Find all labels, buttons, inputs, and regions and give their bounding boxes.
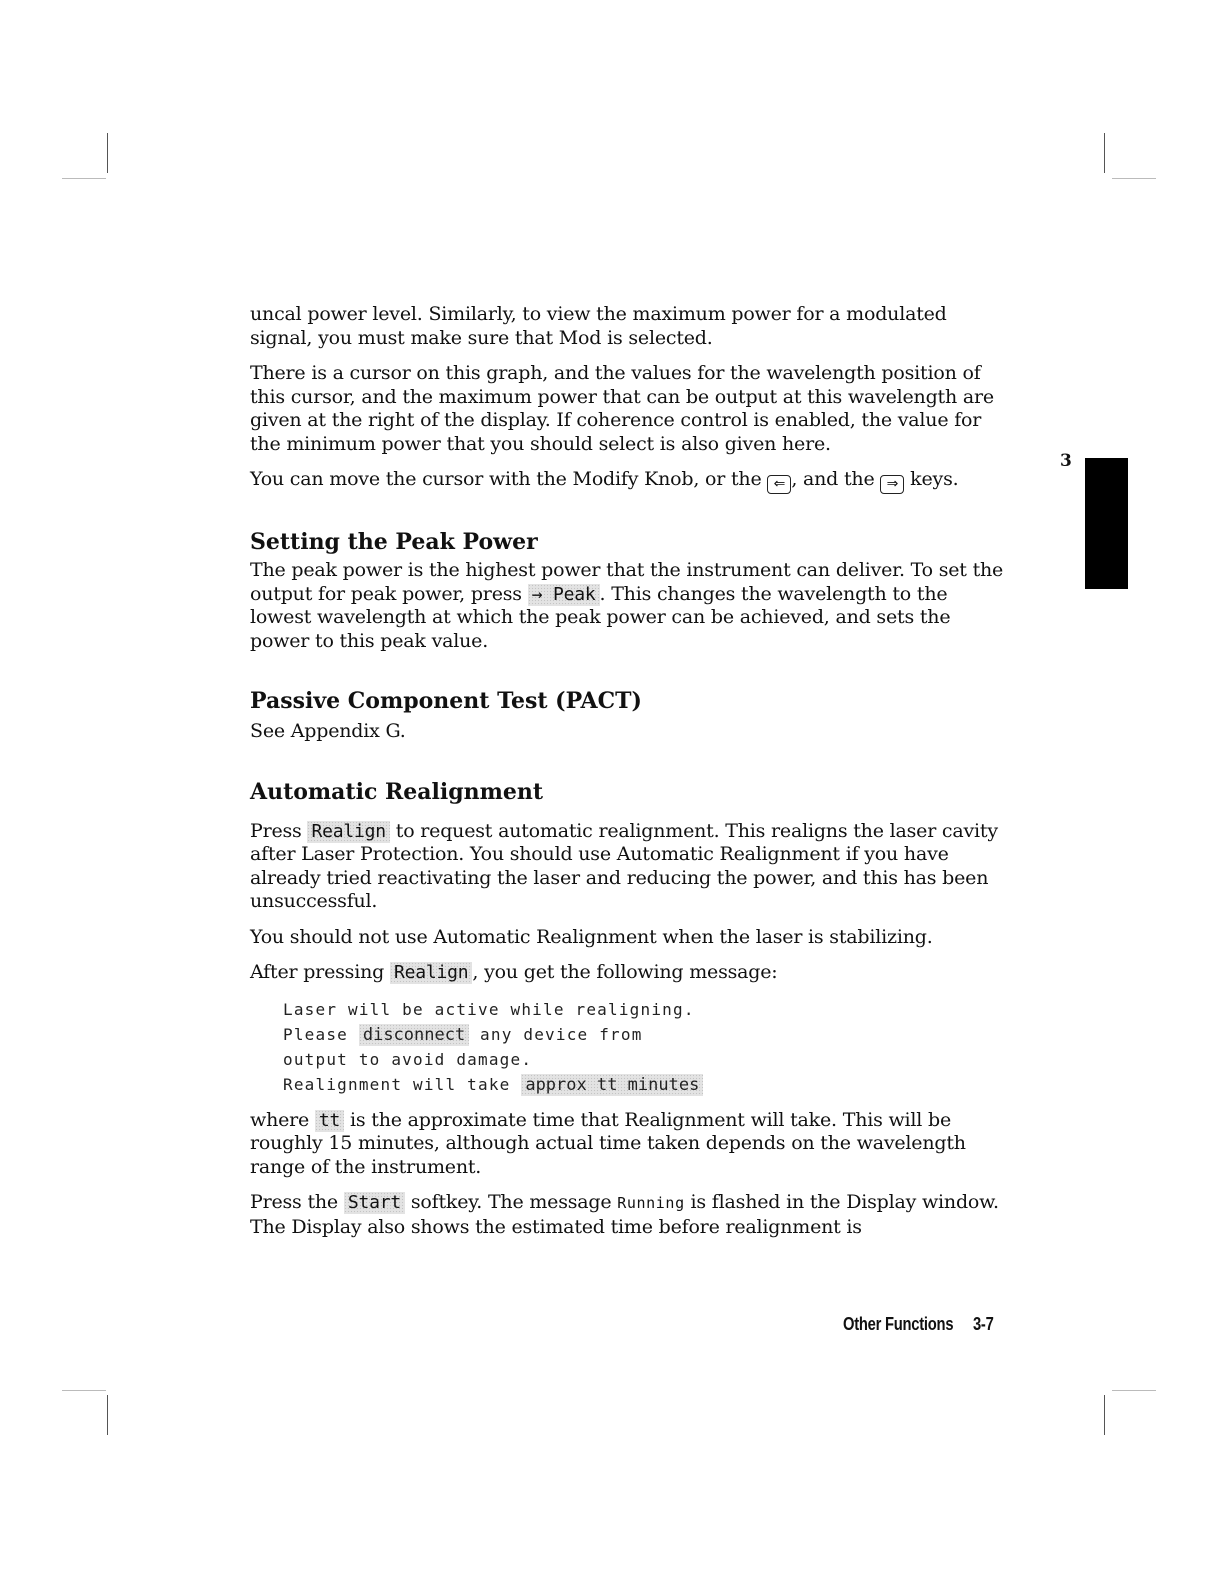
- message-line: Realignment will take approx tt minutes: [283, 1072, 1010, 1097]
- paragraph: There is a cursor on this graph, and the values for the wavelength position of this cursor, and the maximum power that can be output at this wavelength are given at the right of the display. If coherence control is enabled, the value for the minimum power that you should select is also given here.: [250, 362, 994, 455]
- peak-softkey: → Peak: [528, 584, 600, 606]
- section-heading-peak-power: Setting the Peak Power: [250, 529, 538, 555]
- paragraph: Press the Start softkey. The message Running is flashed in the Display window. The Display also shows the estimated time before realignment is: [250, 1191, 999, 1238]
- crop-mark: [1104, 133, 1105, 173]
- crop-mark: [1112, 1390, 1156, 1391]
- paragraph: After pressing Realign , you get the following message:: [250, 961, 778, 983]
- page-number: 3-7: [972, 1314, 994, 1334]
- paragraph: where tt is the approximate time that Realignment will take. This will be roughly 15 minutes, although actual time taken depends on the wavelength range of the instrument.: [250, 1108, 966, 1178]
- message-line: output to avoid damage.: [283, 1049, 533, 1069]
- paragraph: uncal power level. Similarly, to view the maximum power for a modulated signal, you must make sure that Mod is selected.: [250, 303, 947, 349]
- right-arrow-key-icon: ⇒: [880, 475, 904, 494]
- section-heading-automatic-realignment: Automatic Realignment: [250, 778, 544, 805]
- display-message: [283, 997, 1010, 1097]
- section-heading-pact: Passive Component Test (PACT): [250, 688, 642, 714]
- paragraph: See Appendix G.: [250, 720, 406, 742]
- crop-mark: [62, 178, 106, 179]
- realign-softkey: Realign: [307, 821, 389, 843]
- chapter-tab: [1085, 458, 1128, 589]
- tt-highlight: tt: [315, 1110, 344, 1132]
- crop-mark: [1112, 178, 1156, 179]
- crop-mark: [107, 1395, 108, 1435]
- crop-mark: [1104, 1395, 1105, 1435]
- paragraph: The peak power is the highest power that the instrument can deliver. To set the output for peak power, press → Peak . This changes the wavelength to the lowest wavelength at which the peak power can be achieved, and sets the power to this peak value.: [250, 559, 1004, 652]
- paragraph: Press Realign to request automatic realignment. This realigns the laser cavity after Laser Protection. You should use Automatic Realignment if you have already tried reactivating the laser and reducing the power, and this has been unsuccessful.: [250, 819, 998, 912]
- disconnect-highlight: disconnect: [359, 1024, 469, 1046]
- crop-mark: [62, 1390, 106, 1391]
- start-softkey: Start: [344, 1192, 405, 1214]
- crop-mark: [107, 133, 108, 173]
- chapter-number: 3: [1060, 451, 1072, 471]
- paragraph: You should not use Automatic Realignment when the laser is stabilizing.: [250, 925, 933, 948]
- paragraph: You can move the cursor with the Modify Knob, or the ⇐ , and the ⇒ keys.: [250, 468, 959, 492]
- page-footer: [843, 1314, 994, 1335]
- running-display-text: Running: [617, 1194, 685, 1212]
- realign-softkey: Realign: [390, 962, 472, 984]
- footer-section-title: Other Functions: [843, 1314, 954, 1334]
- message-line: Please disconnect any device from: [283, 1024, 643, 1045]
- page-body: [250, 303, 1010, 1251]
- left-arrow-key-icon: ⇐: [767, 475, 791, 494]
- message-line: Laser will be active while realigning.: [283, 999, 695, 1019]
- time-estimate-highlight: approx tt minutes: [521, 1074, 703, 1096]
